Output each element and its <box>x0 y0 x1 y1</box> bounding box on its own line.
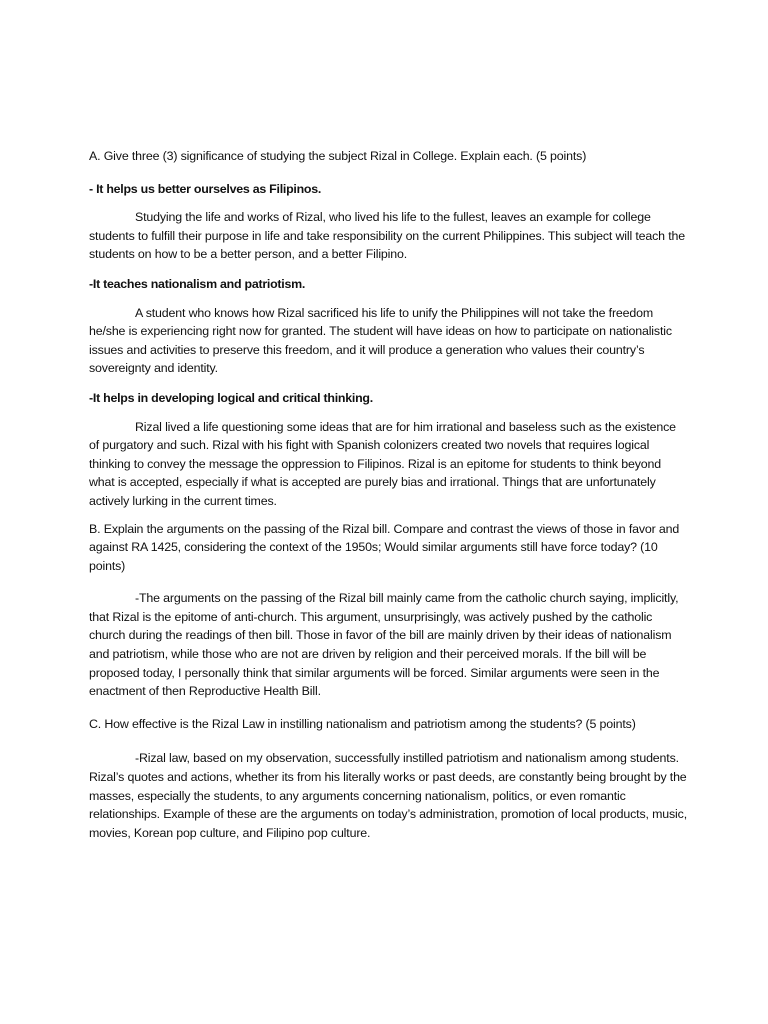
significance-paragraph-1: Studying the life and works of Rizal, who lived his life to the fullest, leaves an example for college students to fulfill their purpose in life and take responsibility on the current Philippines. This subject will teach the students on how to be a better person, and a better Filipino. <box>89 210 685 262</box>
answer-c: -Rizal law, based on my observation, successfully instilled patriotism and nationalism among students. Rizal’s quotes and actions, whether its from his literally works or past deeds, are constantly being brought by the masses, especially the students, to any arguments concerning nationalism, politics, or even romantic relationships. Example of these are the arguments on today’s administration, promotion of local products, music, movies, Korean pop culture, and Filipino pop culture. <box>89 751 688 840</box>
question-a: A. Give three (3) significance of studying the subject Rizal in College. Explain each. (5 points) <box>89 149 587 163</box>
significance-paragraph-3: Rizal lived a life questioning some ideas that are for him irrational and baseless such as the existence of purgatory and such. Rizal with his fight with Spanish colonizers created two novels that requires logical thinking to convey the message the oppression to Filipinos. Rizal is an epitome for students to think beyond what is accepted, especially if what is accepted are purely bias and irrational. Things that are unfortunately actively lurking in the current times. <box>89 419 676 508</box>
document-body <box>89 147 689 858</box>
significance-heading-3: -It helps in developing logical and critical thinking. <box>89 390 373 405</box>
significance-heading-1: - It helps us better ourselves as Filipinos. <box>89 181 322 196</box>
question-c: C. How effective is the Rizal Law in instilling nationalism and patriotism among the students? (5 points) <box>89 716 636 731</box>
significance-paragraph-2: A student who knows how Rizal sacrificed his life to unify the Philippines will not take the freedom he/she is experiencing right now for granted. The student will have ideas on how to participate on nationalistic issues and activities to preserve this freedom, and it will produce a generation who values their country’s sovereignty and identity. <box>89 305 672 376</box>
answer-b: -The arguments on the passing of the Rizal bill mainly came from the catholic church saying, implicitly, that Rizal is the epitome of anti-church. This argument, unsurprisingly, was actively pushed by the catholic church during the readings of then bill. Those in favor of the bill are mainly driven by their ideas of nationalism and patriotism, while those who are not are driven by religion and their perceived morals. If the bill will be proposed today, I personally think that similar arguments will be forced. Similar arguments were seen in the enactment of then Reproductive Health Bill. <box>89 591 679 699</box>
question-b: B. Explain the arguments on the passing of the Rizal bill. Compare and contrast the views of those in favor and against RA 1425, considering the context of the 1950s; Would similar arguments still have force today? (10 points) <box>89 521 680 573</box>
significance-heading-2: -It teaches nationalism and patriotism. <box>89 276 306 291</box>
